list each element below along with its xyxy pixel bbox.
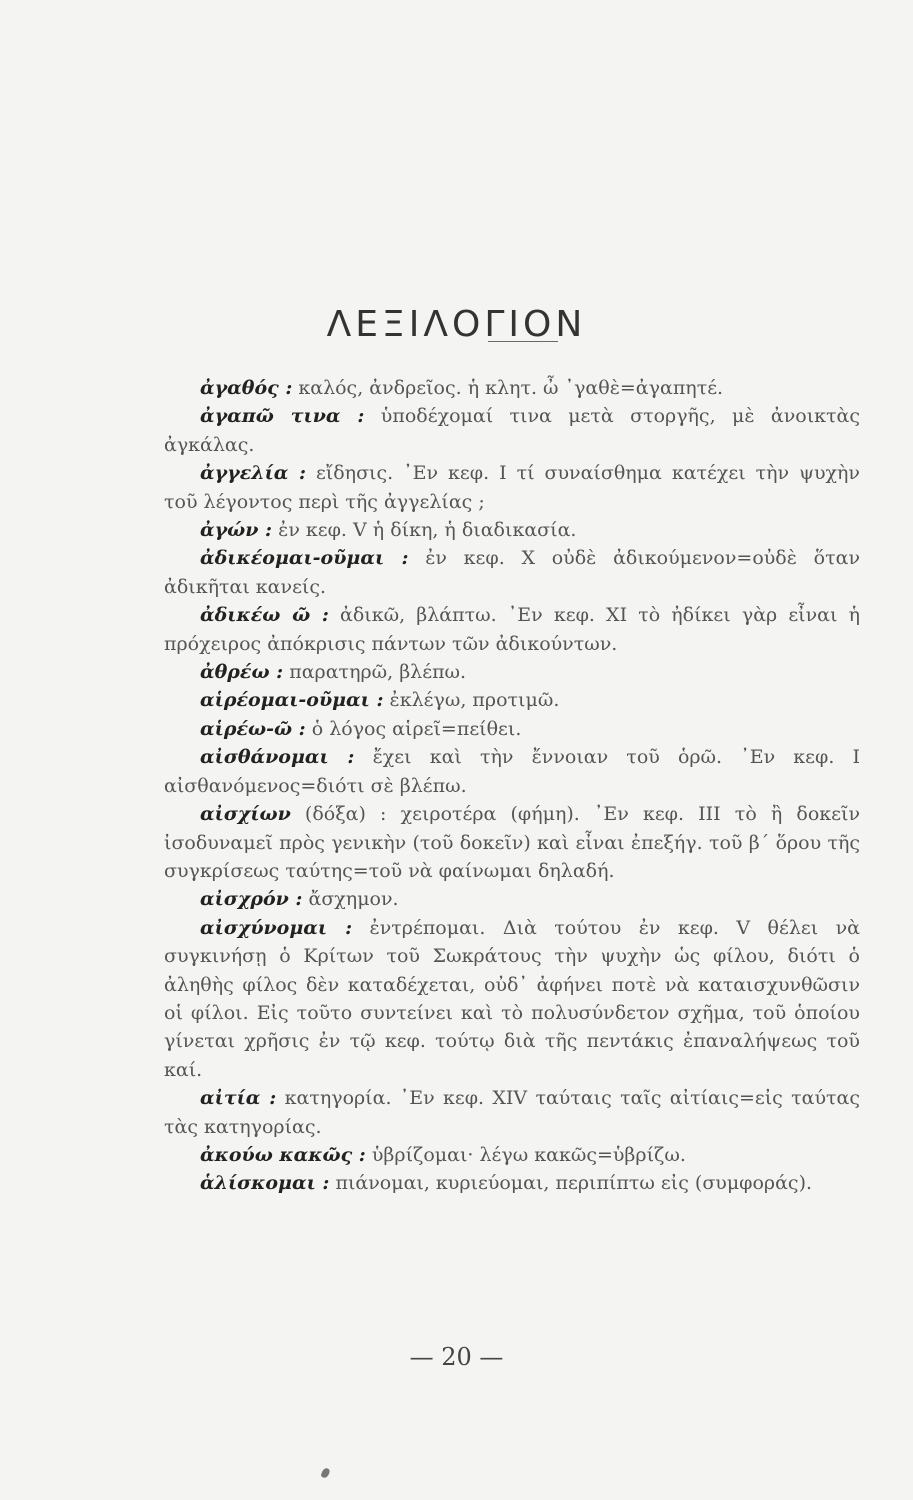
entry-definition: ἄσχημον. xyxy=(302,888,399,911)
glossary-entry xyxy=(164,459,860,516)
entry-definition: (δόξα) : χειροτέρα (φήμη). ᾿Εν κεφ. III τὸ ἢ δοκεῖν ἰσοδυναμεῖ πρὸς γενικὴν (τοῦ δοκεῖν) καὶ εἶναι ἐπεξήγ. τοῦ β΄ ὅρου τῆς συγκρίσεως ταύτης=τοῦ νὰ φαίνωμαι δηλαδή. xyxy=(164,803,860,882)
entry-definition: ἔχει καὶ τὴν ἔννοιαν τοῦ ὁρῶ. ᾿Εν κεφ. I αἰσθανόμενος=διότι σὲ βλέπω. xyxy=(164,746,861,797)
entry-definition: καλός, ἀνδρεῖος. ἡ κλητ. ὦ ᾿γαθὲ=ἀγαπητέ. xyxy=(292,377,724,399)
ink-speck xyxy=(320,1467,331,1479)
entry-term: ἀγαθός : xyxy=(200,377,293,399)
entry-definition: πιάνομαι, κυριεύομαι, περιπίπτω εἰς (συμφοράς). xyxy=(329,1172,813,1195)
glossary-entry xyxy=(164,800,860,885)
glossary-entry xyxy=(164,686,860,714)
page-title: ΛΕΞΙΛΟΓΙΟΝ xyxy=(326,304,587,346)
entry-definition: ἐκλέγω, προτιμῶ. xyxy=(383,689,560,712)
glossary-entry xyxy=(164,1141,860,1169)
entry-term: ἀγγελία : xyxy=(200,462,306,485)
glossary-entry xyxy=(164,743,860,800)
entry-term: αἱρέομαι-οῦμαι : xyxy=(200,689,384,712)
glossary-entry xyxy=(164,914,860,1084)
entry-definition: εἴδησις. ᾿Εν κεφ. I τί συναίσθημα κατέχει τὴν ψυχὴν τοῦ λέγοντος περὶ τῆς ἀγγελίας ; xyxy=(164,462,860,513)
glossary-entry xyxy=(164,544,860,601)
entry-term: αἰσχύνομαι : xyxy=(200,916,353,939)
glossary-list xyxy=(164,374,860,1198)
entry-term: αἱρέω-ῶ : xyxy=(200,717,306,740)
entry-term: ἀκούω κακῶς : xyxy=(200,1143,366,1166)
glossary-entry xyxy=(164,715,860,743)
glossary-entry xyxy=(164,885,860,913)
glossary-entry xyxy=(164,1084,860,1141)
entry-definition: ἐν κεφ. V ἡ δίκη, ἡ διαδικασία. xyxy=(272,519,577,542)
glossary-entry xyxy=(164,601,860,658)
entry-definition: ἀδικῶ, βλάπτω. ᾿Εν κεφ. XI τὸ ἠδίκει γὰρ εἶναι ἡ πρόχειρος ἀπόκρισις πάντων τῶν ἀδικούντων. xyxy=(164,604,860,655)
entry-definition: ὑβρίζομαι· λέγω κακῶς=ὑβρίζω. xyxy=(365,1143,686,1166)
title-divider xyxy=(488,341,558,342)
entry-term: αἰσχίων xyxy=(200,803,291,826)
entry-definition: ἐντρέπομαι. Διὰ τούτου ἐν κεφ. V θέλει νὰ συγκινήσῃ ὁ Κρίτων τοῦ Σωκράτους τὴν ψυχὴν ὡς φίλου, διότι ὁ ἀληθὴς φίλος δὲν καταδέχεται, οὐδ᾿ ἀφήνει ποτὲ νὰ καταισχυνθῶσιν οἱ φίλοι. Εἰς τοῦτο συντείνει καὶ τὸ πολυσύνδετον σχῆμα, τοῦ ὁποίου γίνεται χρῆσις ἐν τῷ κεφ. τούτῳ διὰ τῆς πεντάκις ἐπαναλήψεως τοῦ καί. xyxy=(164,916,860,1081)
entry-term: ἀδικέω ῶ : xyxy=(200,604,329,627)
entry-term: ἀγαπῶ τινα : xyxy=(200,405,365,428)
entry-definition: παρατηρῶ, βλέπω. xyxy=(283,661,467,684)
entry-definition: κατηγορία. ᾿Εν κεφ. XIV ταύταις ταῖς αἰτίαις=εἰς ταύτας τὰς κατηγορίας. xyxy=(164,1087,860,1138)
entry-definition: ὑποδέχομαί τινα μετὰ στοργῆς, μὲ ἀνοικτὰς ἀγκάλας. xyxy=(164,405,860,456)
glossary-entry xyxy=(164,1169,860,1197)
entry-definition: ἐν κεφ. X οὐδὲ ἀδικούμενον=οὐδὲ ὅταν ἀδικῆται κανείς. xyxy=(164,547,861,598)
entry-term: αἰσθάνομαι : xyxy=(200,746,355,769)
page-number: — 20 — xyxy=(409,1343,504,1371)
glossary-entry xyxy=(164,516,860,544)
entry-term: ἀδικέομαι-οῦμαι : xyxy=(200,547,409,570)
glossary-entry xyxy=(164,402,860,459)
entry-term: ἀθρέω : xyxy=(200,661,284,684)
entry-term: αἰσχρόν : xyxy=(200,888,303,911)
entry-definition: ὁ λόγος αἱρεῖ=πείθει. xyxy=(305,717,522,740)
entry-term: ἁλίσκομαι : xyxy=(200,1172,330,1195)
entry-term: αἰτία : xyxy=(200,1087,277,1110)
glossary-entry xyxy=(164,374,860,402)
glossary-entry xyxy=(164,658,860,686)
entry-term: ἀγών : xyxy=(200,519,273,542)
